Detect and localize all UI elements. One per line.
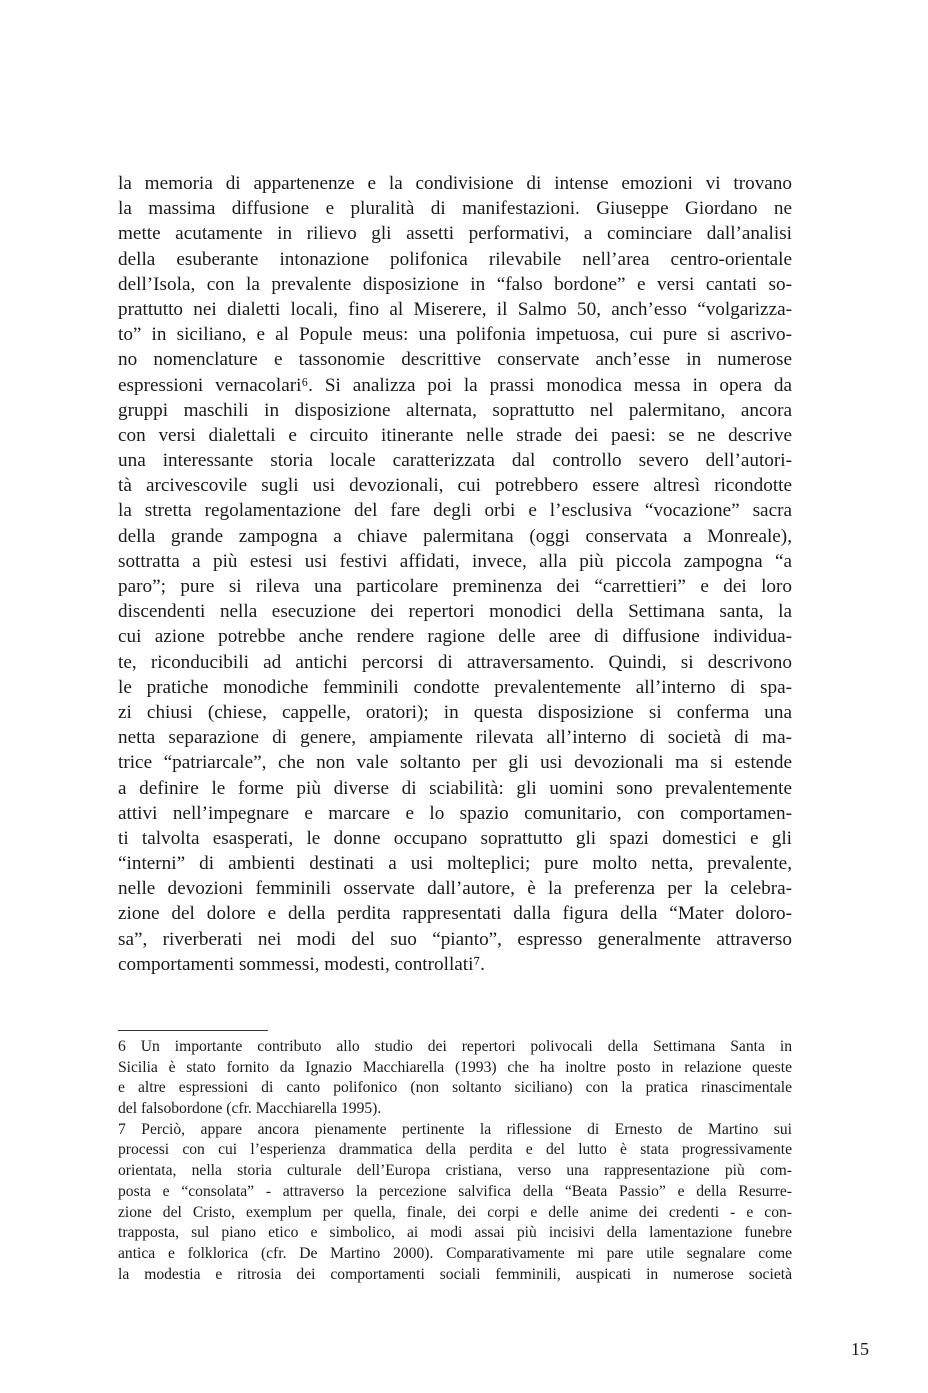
body-line: sa”, riverberati nei modi del suo “pianto”, espresso generalmente attraverso bbox=[118, 928, 792, 950]
body-line: della esuberante intonazione polifonica rilevabile nell’area centro-orientale bbox=[118, 248, 792, 270]
footnote-line: e altre espressioni di canto polifonico (non soltanto siciliano) con la pratica rinascimentale bbox=[118, 1079, 792, 1097]
body-line: paro”; pure si rileva una particolare preminenza dei “carrettieri” e dei loro bbox=[118, 576, 792, 597]
footnote-line: antica e folklorica (cfr. De Martino 2000). Comparativamente mi pare utile segnalare come bbox=[118, 1244, 792, 1262]
body-line: sottratta a più estesi usi festivi affidati, invece, alla più piccola zampogna “a bbox=[118, 550, 792, 572]
body-line: zi chiusi (chiese, cappelle, oratori); in questa disposizione si conferma una bbox=[118, 701, 792, 723]
body-line: te, riconducibili ad antichi percorsi di attraversamento. Quindi, si descrivono bbox=[118, 651, 792, 673]
body-line: una interessante storia locale caratterizzata dal controllo severo dell’autori- bbox=[118, 450, 792, 472]
footnote-line: orientata, nella storia culturale dell’Europa cristiana, verso una rappresentazione più com- bbox=[118, 1162, 792, 1180]
body-line: con versi dialettali e circuito itinerante nelle strade dei paesi: se ne descrive bbox=[118, 424, 792, 446]
footnote-line: zione del Cristo, exemplum per quella, finale, dei corpi e delle anime dei credenti - e con- bbox=[118, 1203, 792, 1221]
body-line: attivi nell’impegnare e marcare e lo spazio comunitario, con comportamen- bbox=[118, 802, 792, 824]
body-line: gruppi maschili in disposizione alternata, soprattutto nel palermitano, ancora bbox=[118, 399, 792, 421]
footnotes bbox=[118, 1037, 792, 1285]
body-line: la stretta regolamentazione del fare degli orbi e l’esclusiva “vocazione” sacra bbox=[118, 500, 792, 522]
body-line: la memoria di appartenenze e la condivisione di intense emozioni vi trovano bbox=[118, 173, 792, 194]
footnote-separator bbox=[118, 1030, 268, 1031]
footnote-line: 7 Perciò, appare ancora pienamente pertinente la riflessione di Ernesto de Martino sui bbox=[118, 1120, 792, 1138]
page-number: 15 bbox=[851, 1339, 869, 1359]
body-line: ti talvolta esasperati, le donne occupano soprattutto gli spazi domestici e gli bbox=[118, 827, 792, 849]
body-line: discendenti nella esecuzione dei repertori monodici della Settimana santa, la bbox=[118, 601, 792, 623]
footnote-line: 6 Un importante contributo allo studio dei repertori polivocali della Settimana Santa in bbox=[118, 1038, 792, 1055]
body-line: prattutto nei dialetti locali, fino al Miserere, il Salmo 50, anch’esso “volgarizza- bbox=[118, 298, 792, 320]
body-line: trice “patriarcale”, che non vale soltanto per gli usi devozionali ma si estende bbox=[118, 752, 792, 774]
body-line: cui azione potrebbe anche rendere ragione delle aree di diffusione individua- bbox=[118, 626, 792, 648]
body-line: della grande zampogna a chiave palermitana (oggi conservata a Monreale), bbox=[118, 525, 792, 547]
body-line: espressioni vernacolari⁶. Si analizza poi la prassi monodica messa in opera da bbox=[118, 374, 792, 396]
body-line: tà arcivescovile sugli usi devozionali, cui potrebbero essere altresì ricondotte bbox=[118, 475, 792, 497]
body-line: comportamenti sommessi, modesti, controllati⁷. bbox=[118, 953, 485, 975]
body-line: mette acutamente in rilievo gli assetti performativi, a cominciare dall’analisi bbox=[118, 223, 792, 245]
body-line: le pratiche monodiche femminili condotte prevalentemente all’interno di spa- bbox=[118, 676, 792, 698]
body-line: a definire le forme più diverse di sciabilità: gli uomini sono prevalentemente bbox=[118, 777, 792, 799]
body-line: “interni” di ambienti destinati a usi molteplici; pure molto netta, prevalente, bbox=[118, 853, 792, 875]
body-line: no nomenclature e tassonomie descrittive conservate anch’esse in numerose bbox=[118, 349, 792, 371]
footnote-line: Sicilia è stato fornito da Ignazio Macchiarella (1993) che ha inoltre posto in relazione queste bbox=[118, 1058, 792, 1076]
body-line: netta separazione di genere, ampiamente rilevata all’interno di società di ma- bbox=[118, 727, 792, 749]
body-line: nelle devozioni femminili osservate dall’autore, è la preferenza per la celebra- bbox=[118, 878, 792, 900]
main-text bbox=[118, 171, 792, 977]
footnote-line: del falsobordone (cfr. Macchiarella 1995). bbox=[118, 1100, 382, 1118]
footnote-line: trapposta, sul piano etico e simbolico, ai modi assai più incisivi della lamentazione funebre bbox=[118, 1224, 792, 1242]
body-line: dell’Isola, con la prevalente disposizione in “falso bordone” e versi cantati so- bbox=[118, 273, 792, 295]
body-line: la massima diffusione e pluralità di manifestazioni. Giuseppe Giordano ne bbox=[118, 198, 792, 220]
footnote-line: posta e “consolata” - attraverso la percezione salvifica della “Beata Passio” e della Resurre- bbox=[118, 1182, 792, 1200]
body-line: zione del dolore e della perdita rappresentati dalla figura della “Mater doloro- bbox=[118, 903, 792, 925]
footnote-line: la modestia e ritrosia dei comportamenti sociali femminili, auspicati in numerose società bbox=[118, 1265, 792, 1283]
body-line: to” in siciliano, e al Popule meus: una polifonia impetuosa, cui pure si ascrivo- bbox=[118, 324, 792, 346]
footnote-line: processi con cui l’esperienza drammatica della perdita e del lutto è stata progressivamente bbox=[118, 1141, 792, 1159]
